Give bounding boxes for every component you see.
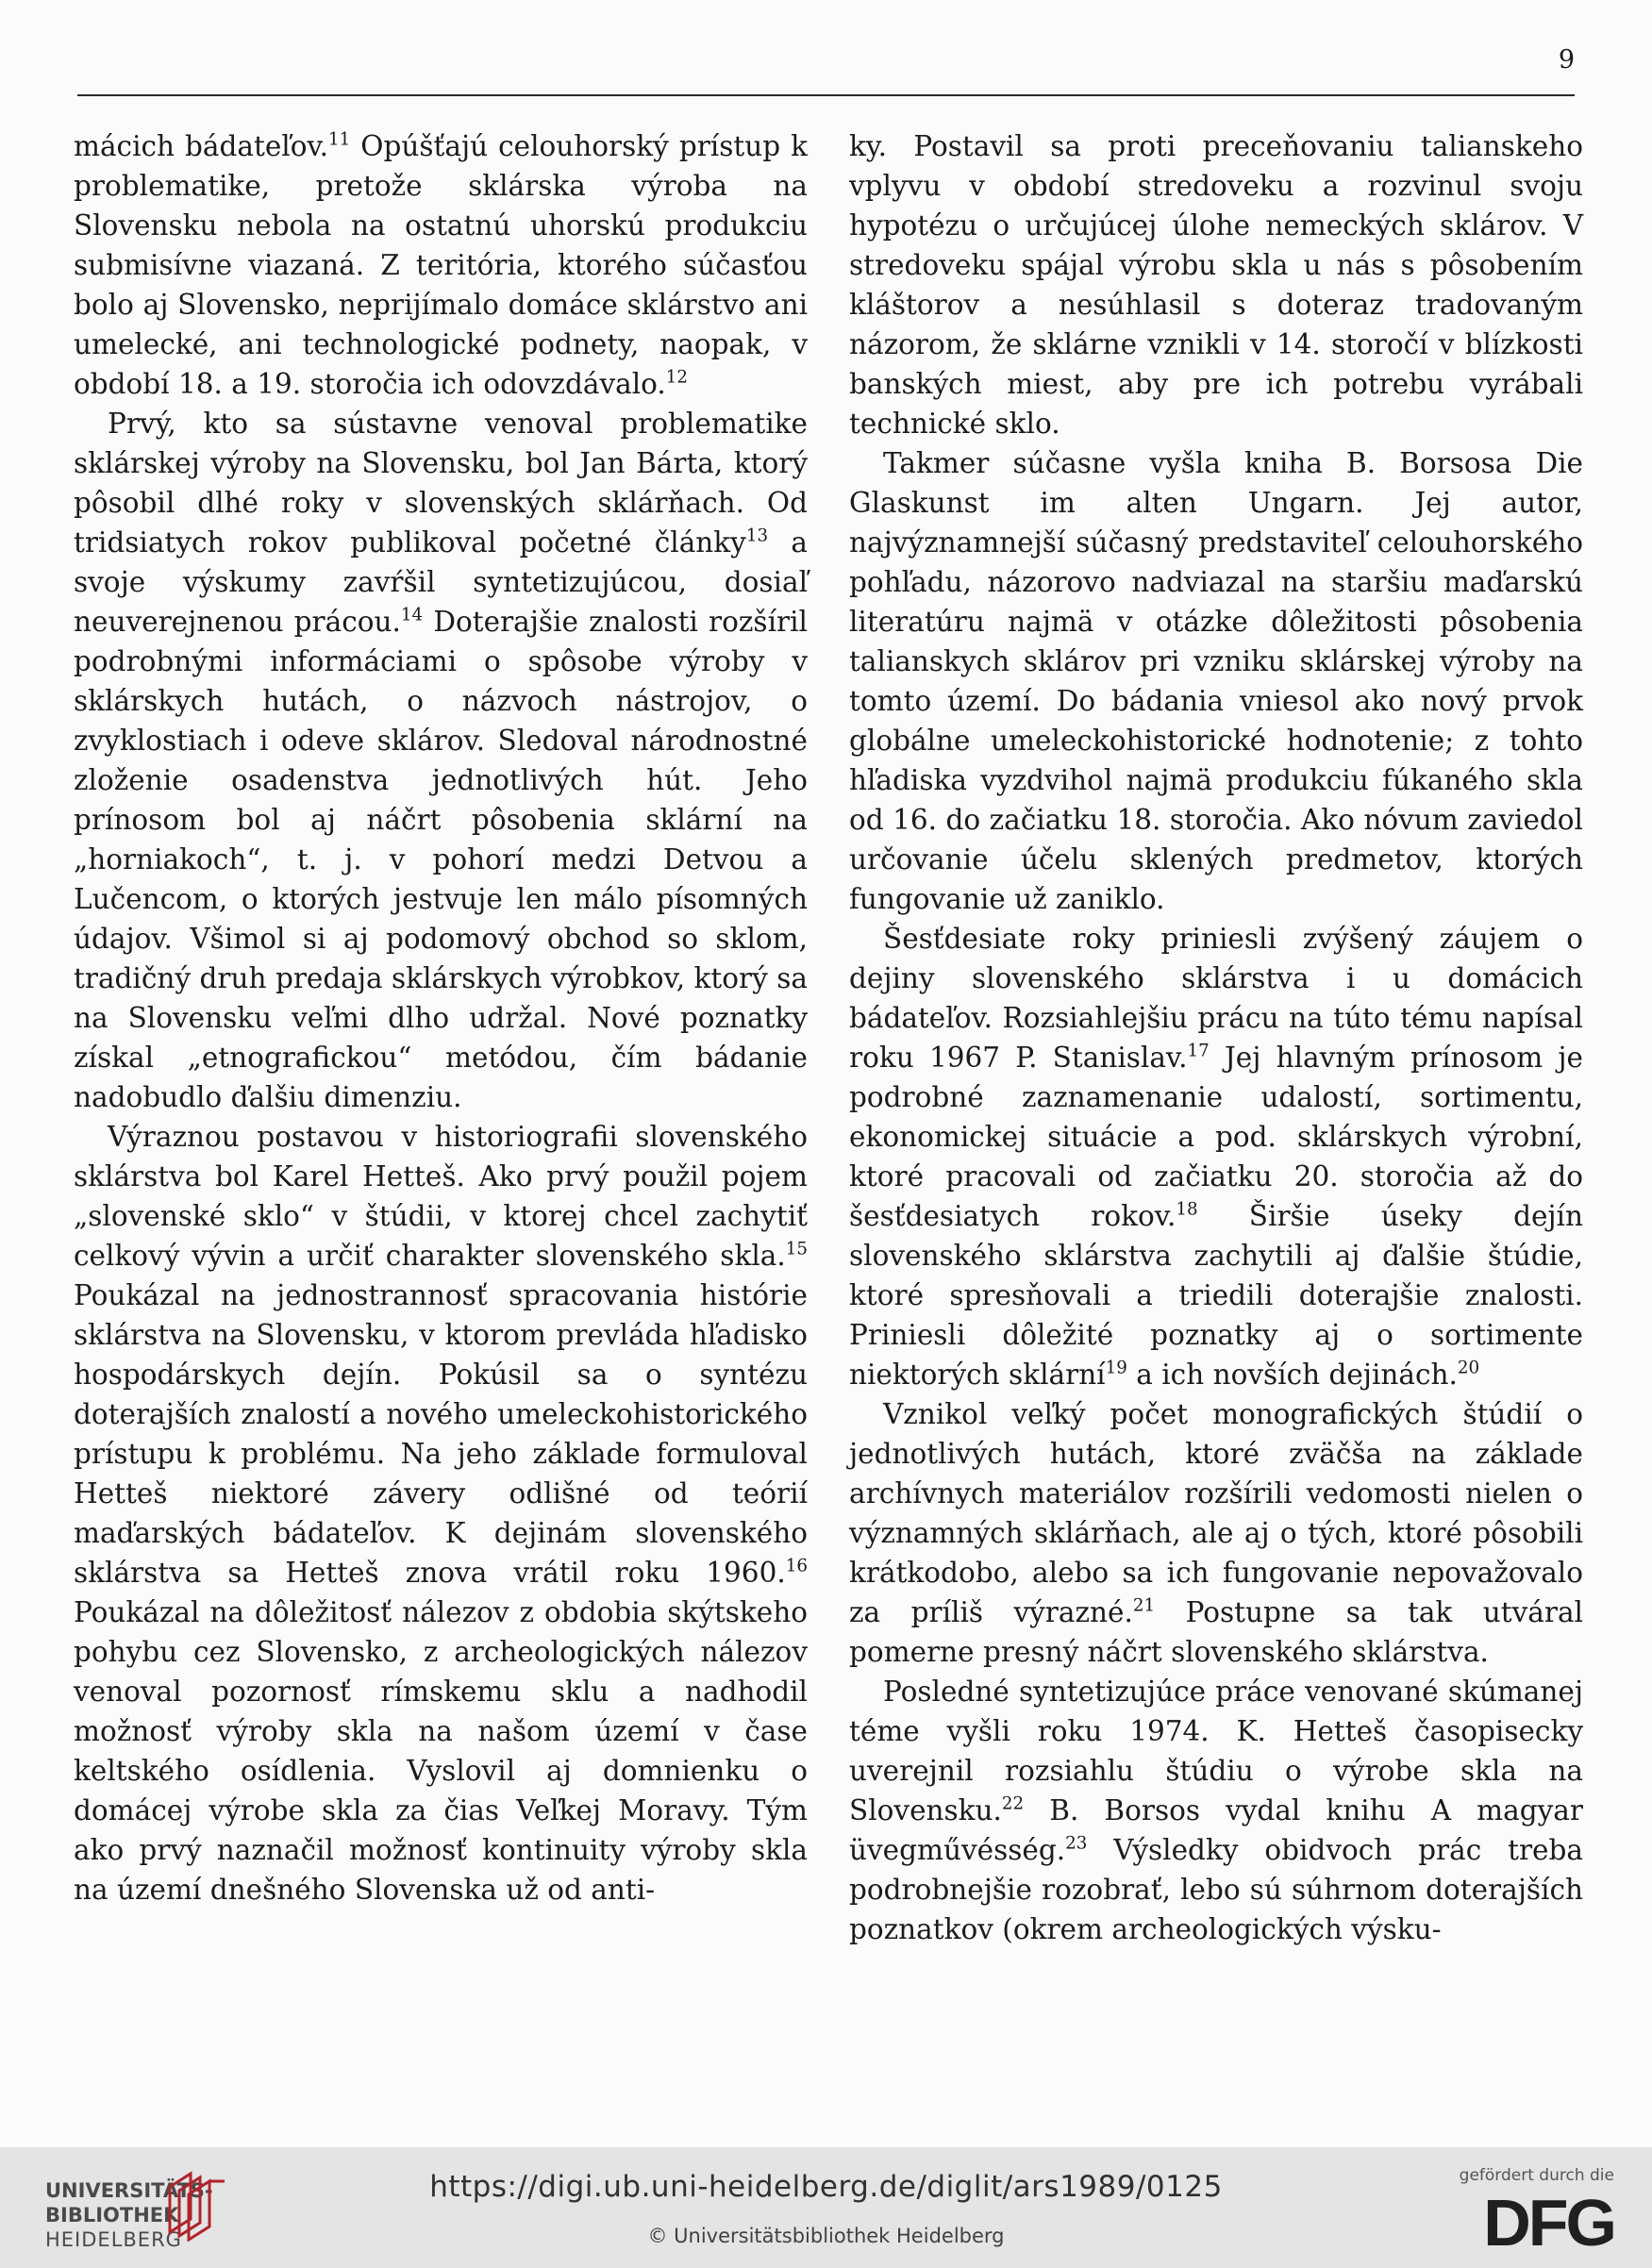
text: Doterajšie znalosti rozšíril podrobnými informáciami o spôsobe výroby v sklárskych hutách, o názvoch nástrojov, o zvyklostiach i odeve sklárov. Sledoval národnostné zloženie osadenstva jednotlivých hút. Jeho prínosom bol aj náčrt pôsobenia sklární na „horniakoch“, t. j. v pohorí medzi Detvou a Lučencom, o ktorých jestvuje len málo písomných údajov. Všimol si aj podomový obchod so sklom, tradičný druh predaja sklárskych výrobkov, ktorý sa na Slovensku veľmi dlho udržal. Nové poznatky získal „etnografickou“ metódou, čím bádanie nadobudlo ďalšiu dimenziu. (74, 606, 808, 1113)
text: Vznikol veľký počet monografických štúdií o jednotlivých hutách, ktoré zväčša na základe archívnych materiálov rozšírili vedomosti nielen o významných sklárňach, ale aj o tých, ktoré pôsobili krátkodobo, alebo sa ich fungovanie nepovažovalo za príliš výrazné. (849, 1398, 1583, 1628)
paragraph (74, 404, 808, 1117)
left-column (74, 126, 808, 1909)
paragraph (849, 443, 1583, 919)
library-line: UNIVERSITÄTS- (45, 2179, 213, 2202)
right-column (849, 126, 1583, 1949)
text: Posledné syntetizujúce práce venované skúmanej téme vyšli roku 1974. K. Hetteš časopisecky uverejnil rozsiahlu štúdiu o výrobe skla na Slovensku. (849, 1676, 1583, 1826)
footnote-ref[interactable]: 20 (1457, 1358, 1480, 1378)
document-url-link[interactable]: https://digi.ub.uni-heidelberg.de/diglit/ars1989/0125 (429, 2170, 1223, 2204)
text: Šesťdesiate roky priniesli zvýšený záujem o dejiny slovenského sklárstva i u domácich bádateľov. Rozsiahlejšiu prácu na túto tému napísal roku 1967 P. Stanislav. (849, 923, 1583, 1074)
text: Postupne sa tak utváral pomerne presný náčrt slovenského sklárstva. (849, 1596, 1583, 1668)
footnote-ref[interactable]: 15 (785, 1239, 808, 1259)
header-rule (77, 94, 1575, 96)
text: Poukázal na jednostrannosť spracovania histórie sklárstva na Slovensku, v ktorom prevláda hľadisko hospodárskych dejín. Pokúsil sa o syntézu doterajších znalostí a nového umeleckohistorického prístupu k problému. Na jeho základe formuloval Hetteš niektoré závery odlišné od teórií maďarských bádateľov. K dejinám slovenského sklárstva sa Hetteš znova vrátil roku 1960. (74, 1279, 808, 1589)
text: Širšie úseky dejín slovenského sklárstva zachytili aj ďalšie štúdie, ktoré spresňovali a triedili doterajšie znalosti. Priniesli dôležité poznatky aj o sortimente niektorých sklární (849, 1200, 1583, 1391)
text: ky. Postavil sa proti preceňovaniu talianskeho vplyvu v období stredoveku a rozvinul svoju hypotézu o určujúcej úlohe nemeckých sklárov. V stredoveku spájal výrobu skla u nás s pôsobením kláštorov a nesúhlasil s doteraz tradovaným názorom, že sklárne vznikli v 14. storočí v blízkosti banských miest, aby pre ich potrebu vyrábali technické sklo. (849, 130, 1583, 440)
footnote-ref[interactable]: 16 (785, 1556, 808, 1576)
text: Prvý, kto sa sústavne venoval problematike sklárskej výroby na Slovensku, bol Jan Bárta, ktorý pôsobil dlhé roky v slovenských sklárňach. Od tridsiatych rokov publikoval početné články (74, 408, 808, 559)
footnote-ref[interactable]: 18 (1176, 1199, 1198, 1220)
dfg-logo[interactable]: DFG (1483, 2186, 1614, 2260)
paragraph (849, 1672, 1583, 1949)
library-line: HEIDELBERG (45, 2228, 182, 2251)
footnote-ref[interactable]: 23 (1065, 1833, 1088, 1854)
text: a svoje výskumy zavŕšil syntetizujúcou, dosiaľ neuverejnenou prácou. (74, 526, 808, 638)
footer-bar (0, 2147, 1652, 2268)
footnote-ref[interactable]: 22 (1001, 1793, 1025, 1814)
text: mácich bádateľov. (74, 130, 329, 162)
paragraph (74, 1117, 808, 1909)
library-line: BIBLIOTHEK (45, 2204, 179, 2226)
funder-label: gefördert durch die (1459, 2166, 1614, 2185)
text: B. Borsos vydal knihu A magyar üvegművésség. (849, 1794, 1583, 1866)
text: a ich novších dejinách. (1126, 1359, 1458, 1391)
text: Výraznou postavou v historiografii slovenského sklárstva bol Karel Hetteš. Ako prvý použil pojem „slovenské sklo“ v štúdii, v ktorej chcel zachytiť celkový vývin a určiť charakter slovenského skla. (74, 1121, 808, 1272)
text: Jej hlavným prínosom je podrobné zaznamenanie udalostí, sortimentu, ekonomickej situácie a pod. sklárskych výrobní, ktoré pracovali od začiatku 20. storočia až do šesťdesiatych rokov. (849, 1042, 1583, 1232)
footnote-ref[interactable]: 19 (1105, 1358, 1127, 1378)
footnote-ref[interactable]: 11 (328, 129, 351, 150)
text: Poukázal na dôležitosť nálezov z obdobia skýtskeho pohybu cez Slovensko, z archeologických nálezov venoval pozornosť rímskemu sklu a nadhodil možnosť výroby skla na našom území v čase keltského osídlenia. Vyslovil aj domnienku o domácej výrobe skla za čias Veľkej Moravy. Tým ako prvý naznačil možnosť kontinuity výroby skla na území dnešného Slovenska už od anti- (74, 1596, 808, 1906)
footnote-ref[interactable]: 12 (665, 367, 689, 388)
text: Takmer súčasne vyšla kniha B. Borsosa Die Glaskunst im alten Ungarn. Jej autor, najvýznamnejší súčasný predstaviteľ celouhorského pohľadu, názorovo nadviazal na staršiu maďarskú literatúru najmä v otázke dôležitosti pôsobenia talianskych sklárov pri vzniku sklárskej výroby na tomto území. Do bádania vniesol ako nový prvok globálne umeleckohistorické hodnotenie; z tohto hľadiska vyzdvihol najmä produkciu fúkaného skla od 16. do začiatku 18. storočia. Ako nóvum zaviedol určovanie účelu sklených predmetov, ktorých fungovanie už zaniklo. (849, 447, 1583, 915)
page-number: 9 (1558, 45, 1575, 75)
paragraph (74, 126, 808, 404)
footnote-ref[interactable]: 17 (1187, 1041, 1210, 1061)
paragraph (849, 919, 1583, 1394)
paragraph (849, 1394, 1583, 1672)
footnote-ref[interactable]: 13 (745, 525, 769, 546)
footnote-ref[interactable]: 14 (400, 605, 424, 625)
copyright-text: © Universitätsbibliothek Heidelberg (647, 2225, 1005, 2247)
paragraph (849, 126, 1583, 443)
text: Opúšťajú celouhorský prístup k problematike, pretože sklárska výroba na Slovensku nebola na ostatnú uhorskú produkciu submisívne viazaná. Z teritória, ktorého súčasťou bolo aj Slovensko, neprijímalo domáce sklárstvo ani umelecké, ani technologické podnety, naopak, v období 18. a 19. storočia ich odovzdávalo. (74, 130, 808, 400)
text: Výsledky obidvoch prác treba podrobnejšie rozobrať, lebo sú súhrnom doterajších poznatkov (okrem archeologických výsku- (849, 1834, 1583, 1945)
footnote-ref[interactable]: 21 (1132, 1595, 1156, 1616)
